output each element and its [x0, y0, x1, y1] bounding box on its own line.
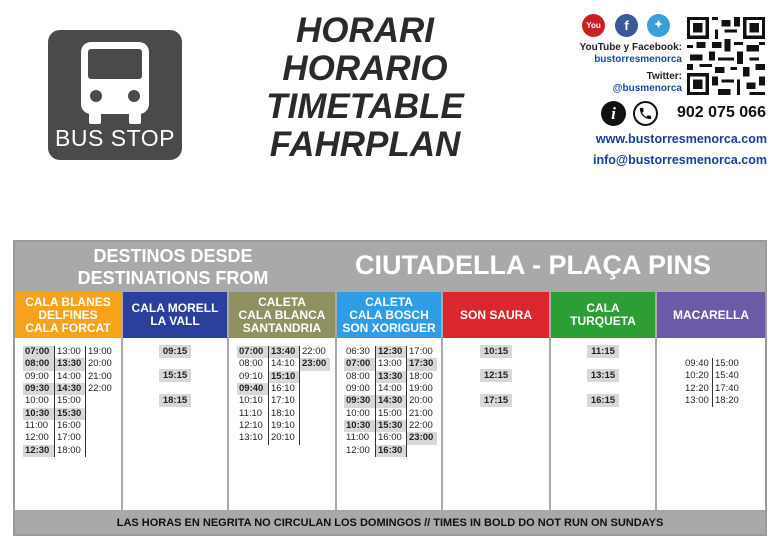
timetable-titles	[255, 12, 475, 164]
column-body-caleta-cala-blanca	[229, 338, 335, 510]
column-body-macarella	[657, 338, 765, 510]
departure-time: 09:40	[237, 383, 269, 395]
departure-time: 17:00	[55, 432, 86, 444]
destinations-header-es: DESTINOS DESDE	[93, 246, 253, 266]
departure-time: 19:00	[409, 383, 433, 395]
departure-time	[300, 420, 330, 432]
column-header-line: CALA	[586, 301, 620, 315]
departure-time: 11:00	[23, 420, 55, 432]
column-body-son-saura	[443, 338, 549, 510]
twitter-icon[interactable]: ✦	[647, 14, 670, 37]
title-english: TIMETABLE	[266, 87, 464, 126]
departure-time: 13:00	[683, 395, 713, 407]
column-header-line: CALA BLANCA	[238, 307, 326, 322]
facebook-icon[interactable]: f	[615, 14, 638, 37]
departure-time: 12:30	[376, 346, 407, 358]
departure-time	[86, 432, 116, 444]
departure-time: 16:00	[55, 420, 86, 432]
column-header-macarella	[657, 292, 765, 338]
departure-time: 15:40	[715, 370, 739, 382]
departure-time: 10:30	[23, 408, 55, 420]
departure-time: 08:00	[237, 358, 269, 370]
departure-time: 12:15	[443, 370, 549, 381]
departure-time: 09:00	[23, 371, 55, 383]
departure-time: 21:00	[409, 407, 433, 419]
departure-time: 10:15	[443, 346, 549, 357]
departure-time: 15:30	[55, 408, 86, 420]
departure-time: 20:10	[269, 432, 300, 444]
phone-number[interactable]: 902 075 066	[677, 104, 766, 121]
departure-time	[300, 408, 330, 420]
departure-time: 20:00	[88, 358, 112, 370]
twitter-handle[interactable]: @busmenorca	[612, 83, 682, 94]
departure-time	[86, 395, 116, 407]
timetable-panel	[13, 240, 767, 536]
column-header-cala-morell	[123, 292, 227, 338]
social-label: YouTube y Facebook:	[579, 42, 682, 53]
email-link[interactable]: info@bustorresmenorca.com	[592, 153, 767, 167]
departure-time: 13:00	[376, 358, 407, 370]
departure-time	[300, 383, 330, 395]
column-header-cala-turqueta	[551, 292, 655, 338]
departure-time: 19:10	[269, 420, 300, 432]
departure-time: 19:00	[88, 346, 112, 357]
twitter-label: Twitter:	[646, 71, 682, 82]
departure-time: 16:30	[376, 445, 407, 457]
column-header-caleta-cala-blanca	[229, 292, 335, 338]
departure-time: 20:00	[409, 395, 433, 407]
destinations-header	[15, 242, 331, 292]
departure-time	[300, 395, 330, 407]
departure-time: 22:00	[88, 383, 112, 395]
column-body-caleta-cala-bosch	[337, 338, 441, 510]
departure-time: 13:30	[55, 358, 86, 370]
departure-time: 15:10	[269, 371, 300, 383]
column-header-line: DELFINES	[38, 307, 98, 322]
departure-time: 12:00	[344, 445, 376, 457]
column-header-line: CALA FORCAT	[25, 320, 111, 335]
departure-time	[86, 408, 116, 420]
column-header-line: CALETA	[258, 294, 306, 309]
departure-time: 18:00	[409, 370, 433, 382]
column-header-line: SON XORIGUER	[342, 320, 436, 335]
departure-time: 09:30	[23, 383, 55, 395]
destinations-header-en: DESTINATIONS FROM	[77, 268, 269, 288]
column-header-line: MACARELLA	[673, 307, 749, 322]
departure-time: 09:30	[344, 395, 376, 407]
column-header-line: CALETA	[365, 294, 413, 309]
column-body-cala-morell	[123, 338, 227, 510]
departure-time	[86, 445, 116, 457]
origin-stop: CIUTADELLA - PLAÇA PINS	[355, 250, 711, 280]
departure-time: 06:30	[344, 346, 376, 358]
departure-time: 07:00	[237, 346, 269, 358]
column-header-caleta-cala-bosch	[337, 292, 441, 338]
column-header-line: TURQUETA	[570, 314, 636, 328]
departure-time: 11:15	[551, 346, 655, 357]
bus-stop-logo	[48, 30, 182, 160]
departure-time: 16:00	[376, 432, 407, 444]
departure-time: 08:00	[23, 358, 55, 370]
departure-time: 14:10	[269, 358, 300, 370]
departure-time: 10:30	[344, 420, 376, 432]
departure-time	[86, 420, 116, 432]
column-header-line: LA VALL	[150, 314, 200, 328]
departure-time: 14:30	[376, 395, 407, 407]
departure-time: 18:15	[123, 395, 227, 406]
departure-time: 09:40	[683, 358, 713, 370]
departure-time: 13:30	[376, 371, 407, 383]
sunday-notice: LAS HORAS EN NEGRITA NO CIRCULAN LOS DOMINGOS // TIMES IN BOLD DO NOT RUN ON SUNDAYS	[116, 517, 664, 529]
column-header-line: CALA MORELL	[131, 301, 219, 315]
column-header-line: CALA BLANES	[25, 294, 111, 309]
column-header-son-saura	[443, 292, 549, 338]
departure-time: 07:00	[344, 358, 376, 370]
departure-time: 23:00	[300, 358, 330, 370]
column-header-line: SON SAURA	[459, 307, 532, 322]
departure-time: 15:00	[376, 408, 407, 420]
youtube-icon[interactable]: You	[582, 14, 605, 37]
departure-time: 15:15	[123, 370, 227, 381]
departure-time: 10:00	[23, 395, 55, 407]
info-icon: i	[601, 101, 626, 126]
departure-time	[407, 445, 437, 457]
departure-time: 12:30	[23, 445, 55, 457]
departure-time: 13:15	[551, 370, 655, 381]
departure-time: 12:20	[683, 383, 713, 395]
departure-time: 10:00	[344, 408, 376, 420]
departure-time: 15:30	[376, 420, 407, 432]
phone-icon	[633, 101, 658, 126]
departure-time: 11:00	[344, 432, 376, 444]
departure-time: 11:10	[237, 408, 269, 420]
departure-time: 12:00	[23, 432, 55, 444]
departure-time: 18:20	[715, 395, 739, 407]
departure-time: 16:10	[269, 383, 300, 395]
departure-time: 17:30	[407, 358, 437, 370]
departure-time	[300, 371, 330, 383]
departure-time: 15:00	[715, 358, 739, 369]
departure-time: 14:00	[55, 371, 86, 383]
column-body-cala-turqueta	[551, 338, 655, 510]
departure-time: 09:00	[344, 383, 376, 395]
departure-time: 15:00	[55, 395, 86, 407]
departure-time: 13:10	[237, 432, 269, 444]
departure-time: 22:00	[409, 420, 433, 432]
departure-time	[300, 432, 330, 444]
departure-time: 16:15	[551, 395, 655, 406]
departure-time: 18:00	[55, 445, 86, 457]
departure-time: 14:30	[55, 383, 86, 395]
qr-code[interactable]	[687, 17, 765, 95]
departure-time: 09:10	[237, 371, 269, 383]
departure-time: 10:10	[237, 395, 269, 407]
departure-time: 17:40	[715, 382, 739, 394]
departure-time: 13:40	[269, 346, 300, 358]
departure-time: 13:00	[55, 346, 86, 358]
title-catalan: HORARI	[295, 11, 435, 50]
departure-time: 14:00	[376, 383, 407, 395]
departure-time: 17:00	[409, 346, 433, 357]
title-spanish: HORARIO	[282, 49, 448, 88]
departure-time: 22:00	[302, 346, 326, 357]
departure-time: 12:10	[237, 420, 269, 432]
departure-time: 17:15	[443, 395, 549, 406]
departure-time: 07:00	[23, 346, 55, 358]
departure-time: 17:10	[269, 395, 300, 407]
column-header-line: SANTANDRIA	[242, 320, 322, 335]
column-body-cala-blanes	[15, 338, 121, 510]
departure-time: 18:10	[269, 408, 300, 420]
departure-time: 09:15	[123, 346, 227, 357]
departure-time: 08:00	[344, 371, 376, 383]
title-german: FAHRPLAN	[269, 125, 461, 164]
departure-time: 21:00	[88, 370, 112, 382]
column-header-line: CALA BOSCH	[349, 307, 429, 322]
bus-icon	[75, 38, 155, 128]
column-header-cala-blanes	[15, 292, 121, 338]
departure-time: 10:20	[683, 370, 713, 382]
website-link[interactable]: www.bustorresmenorca.com	[595, 132, 767, 146]
departure-time: 23:00	[407, 432, 437, 444]
bus-stop-label: BUS STOP	[55, 125, 175, 151]
social-handle[interactable]: bustorresmenorca	[594, 54, 682, 65]
